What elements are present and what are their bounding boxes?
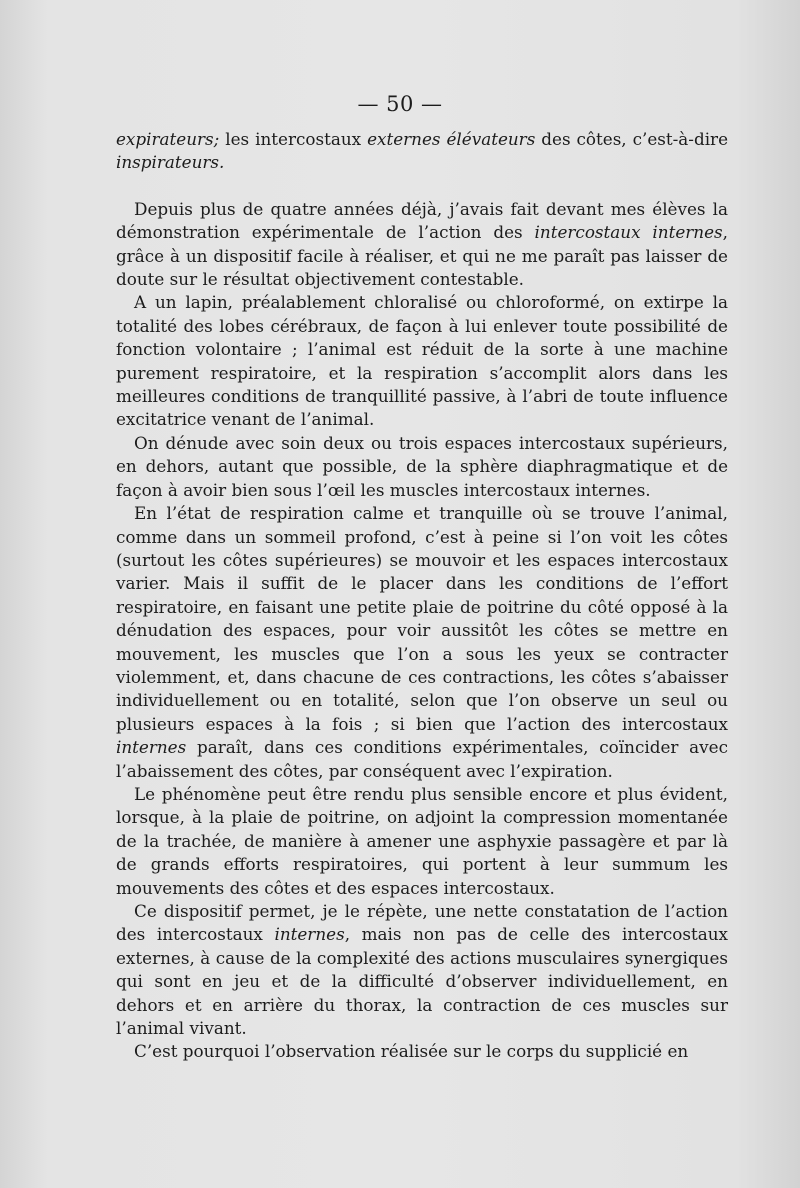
- paragraph-6: [116, 783, 728, 900]
- text-segment: , mais non pas de celle des intercostaux externes, à cause de la complexité des actions musculaires synergiques qui sont en jeu et de la difficulté d’observer individuellement, en dehors et en arrière du thorax, la contraction de ces muscles sur l’animal vivant.: [116, 924, 728, 1039]
- page-number: — 50 —: [357, 92, 443, 116]
- text-segment: externes élévateurs: [367, 129, 536, 149]
- paragraph-1: [116, 128, 728, 175]
- text-segment: En l’état de respiration calme et tranquille où se trouve l’animal, comme dans un sommeil profond, c’est à peine si l’on voit les côtes (surtout les côtes supérieures) se mouvoir et les espaces intercostaux varier. Mais il suffit de le placer dans les conditions de l’effort respiratoire, en faisant une petite plaie de poitrine du côté opposé à la dénudation des espaces, pour voir aussitôt les côtes se mettre en mouvement, les muscles que l’on a sous les yeux se contracter violemment, et, dans chacune de ces contractions, les côtes s’abaisser individuellement ou en totalité, selon que l’on observe un seul ou plusieurs espaces à la fois ; si bien que l’action des intercostaux: [116, 503, 728, 734]
- text-segment: Le phénomène peut être rendu plus sensible encore et plus évident, lorsque, à la plaie de poitrine, on adjoint la compression momentanée de la trachée, de manière à amener une asphyxie passagère et par là de grands efforts respiratoires, qui portent à leur summum les mouvements des côtes et des espaces intercostaux.: [116, 783, 728, 898]
- paragraph-2: [116, 198, 728, 292]
- text-segment: des côtes, c’est-à-dire: [535, 129, 729, 149]
- text-segment: internes: [274, 924, 345, 945]
- text-segment: intercostaux internes: [534, 222, 723, 243]
- paragraph-5: [116, 502, 728, 783]
- text-segment: expirateurs;: [116, 129, 220, 149]
- paragraph-8: [116, 1040, 728, 1063]
- text-segment: C’est pourquoi l’observation réalisée sur le corps du supplicié en: [134, 1041, 689, 1062]
- text-segment: paraît, dans ces conditions expérimentales, coïncider avec l’abaissement des côtes, par conséquent avec l’expiration.: [116, 737, 728, 781]
- text-segment: les intercostaux: [219, 129, 368, 149]
- text-segment: inspirateurs.: [116, 152, 225, 173]
- text-segment: On dénude avec soin deux ou trois espaces intercostaux supérieurs, en dehors, autant que possible, de la sphère diaphragmatique et de façon à avoir bien sous l’œil les muscles intercostaux internes.: [116, 432, 728, 500]
- paragraph-7: [116, 900, 728, 1040]
- text-segment: Depuis plus de quatre années déjà, j’avais fait devant mes élèves la démonstration expérimentale de l’action des: [116, 198, 728, 243]
- paragraph-4: [116, 432, 728, 502]
- text-segment: internes: [116, 737, 187, 758]
- text-segment: A un lapin, préalablement chloralisé ou chloroformé, on extirpe la totalité des lobes cérébraux, de façon à lui enlever toute possibilité de fonction volontaire ; l’animal est réduit de la sorte à une machine purement respiratoire, et la respiration s’accomplit alors dans les meilleures conditions de tranquillité passive, à l’abri de toute influence excitatrice venant de l’animal.: [116, 292, 728, 430]
- body-text: [116, 128, 728, 1064]
- text-segment: , grâce à un dispositif facile à réaliser, et qui ne me paraît pas laisser de doute sur le résultat objectivement contestable.: [116, 222, 728, 290]
- text-segment: Ce dispositif permet, je le répète, une nette constatation de l’action des intercostaux: [116, 901, 728, 945]
- paragraph-3: [116, 291, 728, 431]
